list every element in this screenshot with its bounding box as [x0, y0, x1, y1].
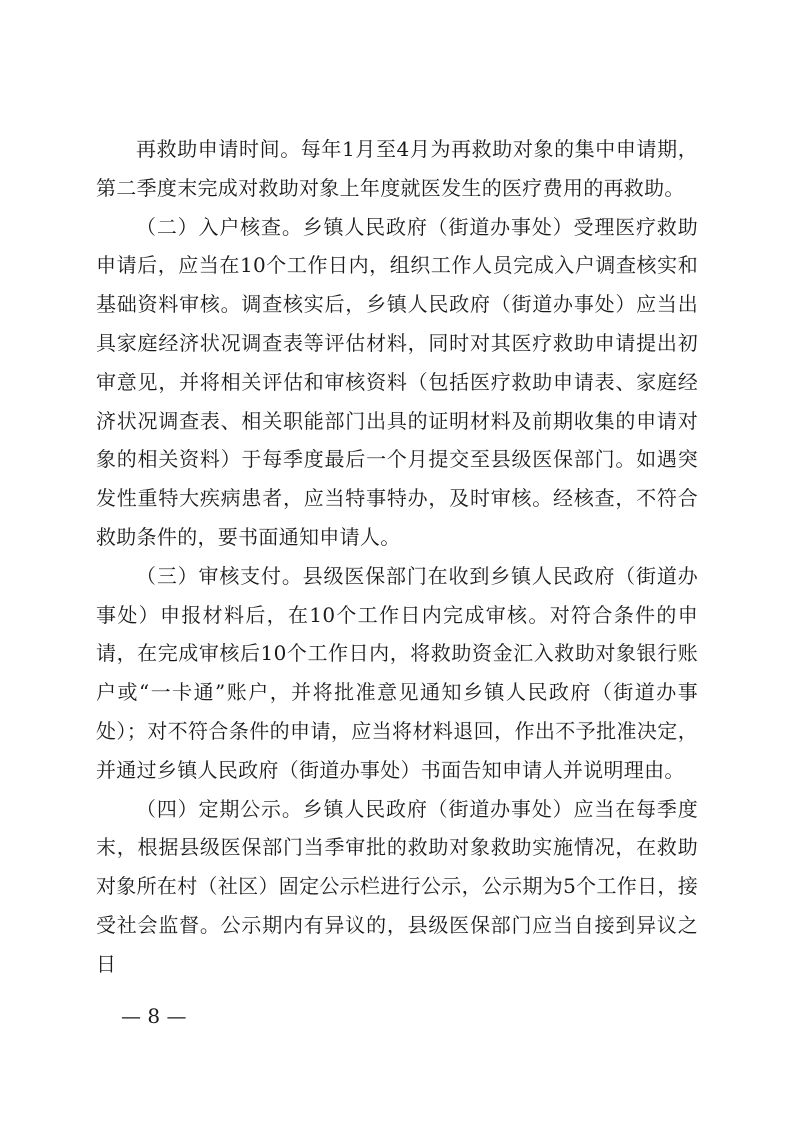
paragraph-reapplication-time: 再救助申请时间。每年1月至4月为再救助对象的集中申请期，第二季度末完成对救助对象上年度就医发生的医疗费用的再救助。 [96, 137, 698, 200]
paragraph-public-notice: （四）定期公示。乡镇人民政府（街道办事处）应当在每季度末，根据县级医保部门当季审批的救助对象救助实施情况，在救助对象所在村（社区）固定公示栏进行公示，公示期为5个工作日，接受社会监督。公示期内有异议的，县级医保部门应当自接到异议之日 [96, 796, 698, 976]
document-body [96, 130, 698, 984]
paragraph-household-verification: （二）入户核查。乡镇人民政府（街道办事处）受理医疗救助申请后，应当在10个工作日内，组织工作人员完成入户调查核实和基础资料审核。调查核实后，乡镇人民政府（街道办事处）应当出具家庭经济状况调查表等评估材料，同时对其医疗救助申请提出初审意见，并将相关评估和审核资料（包括医疗救助申请表、家庭经济状况调查表、相关职能部门出具的证明材料及前期收集的申请对象的相关资料）于每季度最后一个月提交至县级医保部门。如遇突发性重特大疾病患者，应当特事特办，及时审核。经核查，不符合救助条件的，要书面通知申请人。 [96, 214, 698, 549]
paragraph-review-payment: （三）审核支付。县级医保部门在收到乡镇人民政府（街道办事处）申报材料后，在10个工作日内完成审核。对符合条件的申请，在完成审核后10个工作日内，将救助资金汇入救助对象银行账户或“一卡通”账户，并将批准意见通知乡镇人民政府（街道办事处）；对不符合条件的申请，应当将材料退回，作出不予批准决定，并通过乡镇人民政府（街道办事处）书面告知申请人并说明理由。 [96, 563, 698, 782]
page-number: — 8 — [121, 1004, 187, 1028]
